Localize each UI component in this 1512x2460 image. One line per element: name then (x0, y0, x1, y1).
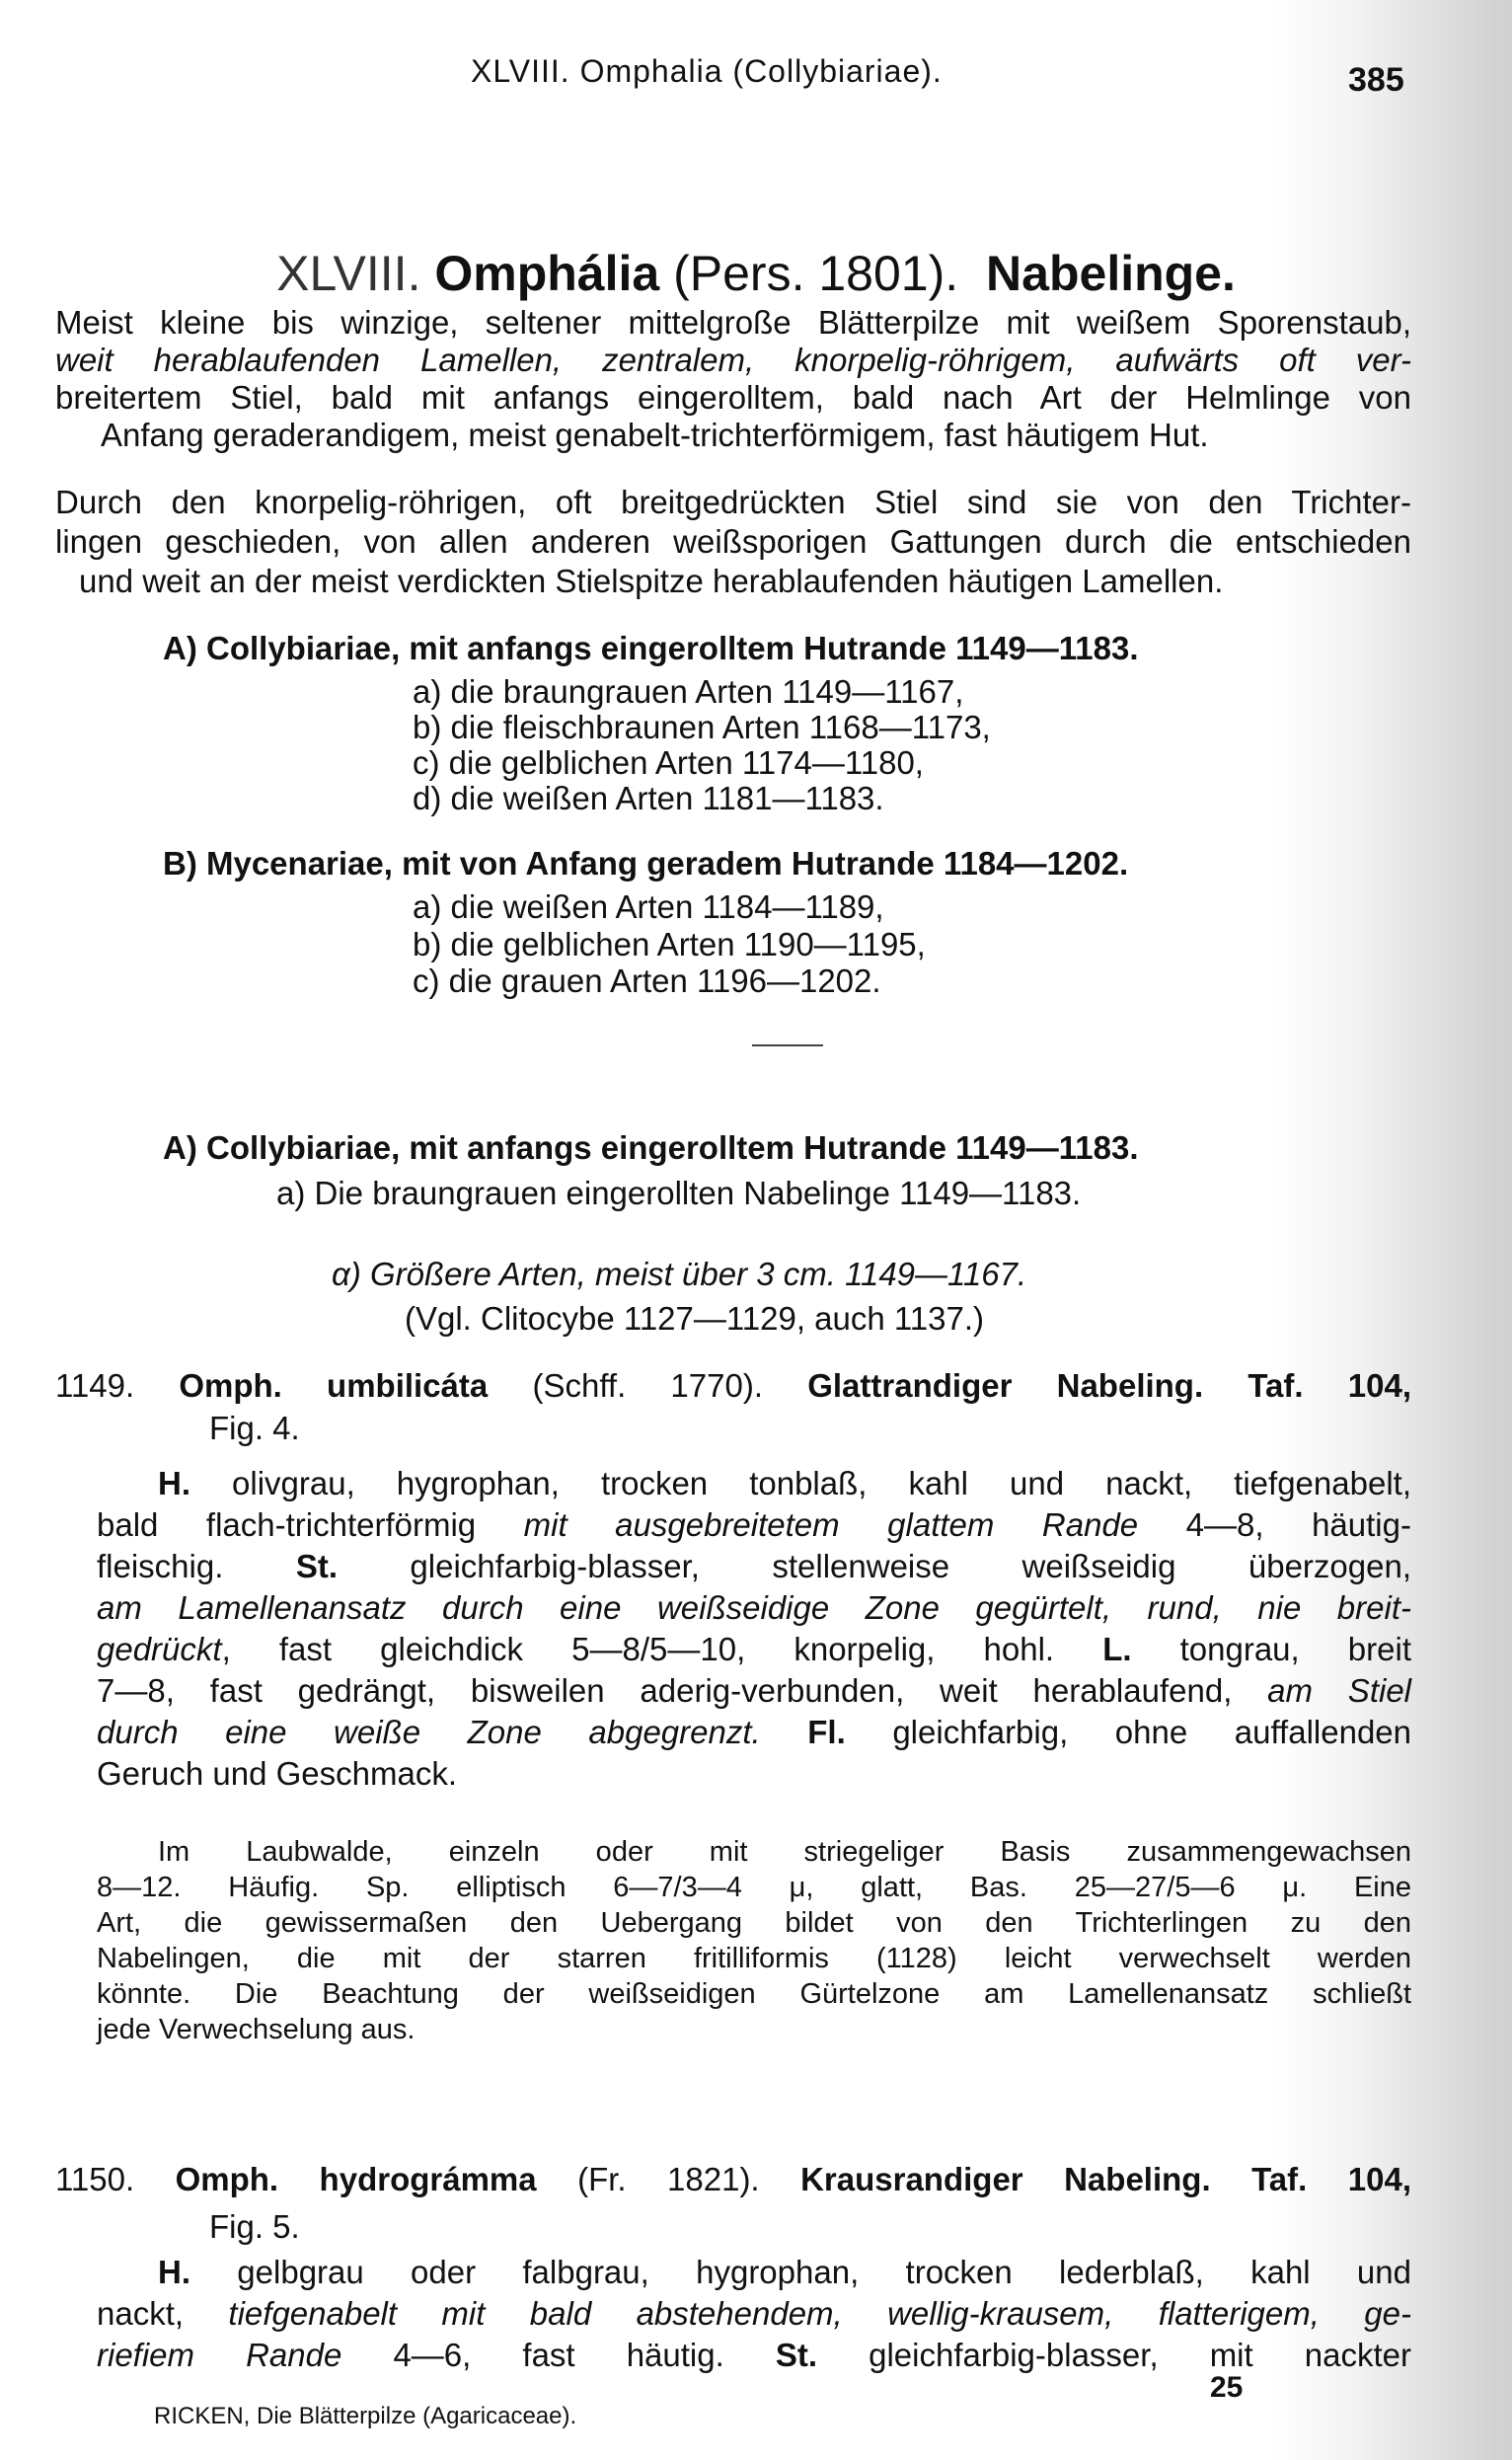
species-number: 1149. (55, 1367, 135, 1404)
key-item: a) die weißen Arten 1184—1189, (413, 888, 884, 925)
note-line: jede Verwechselung aus. (97, 2014, 416, 2045)
species-name: Omph. hydrográmma (175, 2161, 537, 2197)
desc-text: fleischig. (97, 1548, 296, 1584)
desc-line (158, 2256, 1411, 2288)
key-group-a-heading: A) Collybiariae, mit anfangs eingerolltem Hutrande 1149—1183. (163, 630, 1139, 666)
intro-line: und weit an der meist verdickten Stielspitze herablaufenden häutigen Lamellen. (79, 563, 1224, 599)
species-common-name: Krausrandiger Nabeling. (800, 2161, 1211, 2197)
desc-line (97, 1716, 1411, 1748)
key-item: b) die gelblichen Arten 1190—1195, (413, 926, 926, 962)
desc-line (97, 1550, 1411, 1582)
desc-text: , fast gleichdick 5—8/5—10, knorpelig, hohl. (221, 1631, 1103, 1667)
desc-italic: gedrückt (97, 1631, 222, 1667)
desc-line (97, 1591, 1411, 1624)
genus-name: Omphália (434, 246, 660, 301)
desc-line (97, 1757, 457, 1790)
desc-line (97, 1674, 1411, 1707)
species-common-name: Glattrandiger Nabeling. (807, 1367, 1204, 1404)
intro-line: Durch den knorpelig-röhrigen, oft breitgedrückten Stiel sind sie von den Trichter- (55, 484, 1411, 520)
desc-text: tongrau, breit (1131, 1631, 1411, 1667)
flesh-label: Fl. (807, 1714, 846, 1750)
key-item: d) die weißen Arten 1181—1183. (413, 780, 884, 816)
species-heading (55, 2163, 1411, 2195)
desc-italic: mit ausgebreitetem glattem Rande (523, 1506, 1139, 1543)
key-item: c) die grauen Arten 1196—1202. (413, 962, 881, 999)
compare-note: (Vgl. Clitocybe 1127—1129, auch 1137.) (405, 1300, 985, 1337)
desc-line (97, 1633, 1411, 1665)
desc-line (158, 1467, 1411, 1499)
desc-italic: durch eine weiße Zone abgegrenzt. (97, 1714, 761, 1750)
desc-italic: am Lamellenansatz durch eine weißseidige Zone gegürtelt, rund, nie breit- (97, 1589, 1411, 1626)
species-figure: Fig. 4. (209, 1410, 300, 1446)
desc-text: gelbgrau oder falbgrau, hygrophan, trocken lederblaß, kahl und (190, 2254, 1411, 2290)
species-author: (Schff. 1770). (532, 1367, 764, 1404)
desc-italic: am Stiel (1267, 1672, 1412, 1709)
desc-text: nackt, (97, 2295, 229, 2332)
section-subheading: a) Die braungrauen eingerollten Nabelinge 1149—1183. (276, 1175, 1082, 1211)
desc-text: gleichfarbig, ohne auffallenden (845, 1714, 1412, 1750)
chapter-numeral: XLVIII. (276, 246, 421, 301)
chapter-title (0, 246, 1512, 301)
gill-label: L. (1102, 1631, 1132, 1667)
section-subsubheading: α) Größere Arten, meist über 3 cm. 1149—1167. (332, 1256, 1027, 1292)
desc-line (97, 2339, 1411, 2371)
note-line: Art, die gewissermaßen den Uebergang bildet von den Trichterlingen zu den (97, 1907, 1411, 1939)
species-heading (55, 1369, 1411, 1402)
intro-line: weit herablaufenden Lamellen, zentralem, knorpelig-röhrigem, aufwärts oft ver- (55, 342, 1411, 378)
note-line: Im Laubwalde, einzeln oder mit striegeliger Basis zusammengewachsen (158, 1836, 1411, 1868)
note-line: könnte. Die Beachtung der weißseidigen Gürtelzone am Lamellenansatz schließt (97, 1978, 1411, 2010)
desc-text: 4—6, fast häutig. (341, 2337, 776, 2373)
footer-signature: RICKEN, Die Blätterpilze (Agaricaceae). (154, 2403, 577, 2429)
intro-line: Anfang geraderandigem, meist genabelt-trichterförmigem, fast häutigem Hut. (101, 417, 1209, 453)
desc-text (761, 1714, 808, 1750)
key-item: b) die fleischbraunen Arten 1168—1173, (413, 709, 991, 745)
desc-line (97, 2297, 1411, 2330)
stem-label: St. (295, 1548, 338, 1584)
hat-label: H. (158, 2254, 190, 2290)
intro-line: breitertem Stiel, bald mit anfangs eingerolltem, bald nach Art der Helmlinge von (55, 379, 1411, 416)
note-line: Nabelingen, die mit der starren fritilliformis (1128) leicht verwechselt werden (97, 1943, 1411, 1974)
desc-line (97, 1508, 1411, 1541)
species-name: Omph. umbilicáta (179, 1367, 489, 1404)
desc-italic: riefiem Rande (97, 2337, 342, 2373)
species-plate: Taf. 104, (1251, 2161, 1411, 2197)
key-item: c) die gelblichen Arten 1174—1180, (413, 744, 924, 781)
running-header: XLVIII. Omphalia (Collybiariae). (471, 53, 943, 89)
hat-label: H. (158, 1465, 190, 1501)
stem-label: St. (775, 2337, 818, 2373)
species-number: 1150. (55, 2161, 135, 2197)
desc-text: 7—8, fast gedrängt, bisweilen aderig-verbunden, weit herablaufend, (97, 1672, 1268, 1709)
key-group-b-heading: B) Mycenariae, mit von Anfang geradem Hutrande 1184—1202. (163, 845, 1129, 882)
desc-text: olivgrau, hygrophan, trocken tonblaß, kahl und nackt, tiefgenabelt, (190, 1465, 1411, 1501)
species-plate: Taf. 104, (1247, 1367, 1411, 1404)
intro-line: lingen geschieden, von allen anderen weißsporigen Gattungen durch die entschieden (55, 523, 1411, 560)
key-item: a) die braungrauen Arten 1149—1167, (413, 673, 964, 710)
genus-author: (Pers. 1801). (673, 246, 959, 301)
species-figure: Fig. 5. (209, 2208, 300, 2245)
desc-text: 4—8, häutig- (1138, 1506, 1411, 1543)
intro-line: Meist kleine bis winzige, seltener mittelgroße Blätterpilze mit weißem Sporenstaub, (55, 304, 1411, 341)
desc-text: gleichfarbig-blasser, mit nackter (817, 2337, 1411, 2373)
section-divider (752, 1044, 823, 1046)
section-heading: A) Collybiariae, mit anfangs eingerolltem Hutrande 1149—1183. (163, 1129, 1139, 1166)
desc-text: bald flach-trichterförmig (97, 1506, 524, 1543)
desc-italic: tiefgenabelt mit bald abstehendem, wellig-krausem, flatterigem, ge- (228, 2295, 1411, 2332)
species-author: (Fr. 1821). (577, 2161, 760, 2197)
desc-text: Geruch und Geschmack. (97, 1755, 457, 1792)
note-line: 8—12. Häufig. Sp. elliptisch 6—7/3—4 μ, glatt, Bas. 25—27/5—6 μ. Eine (97, 1872, 1411, 1903)
desc-text: gleichfarbig-blasser, stellenweise weißseidig überzogen, (338, 1548, 1411, 1584)
common-name: Nabelinge. (986, 246, 1236, 301)
sheet-number: 25 (1210, 2371, 1244, 2404)
page-number: 385 (1348, 61, 1404, 99)
